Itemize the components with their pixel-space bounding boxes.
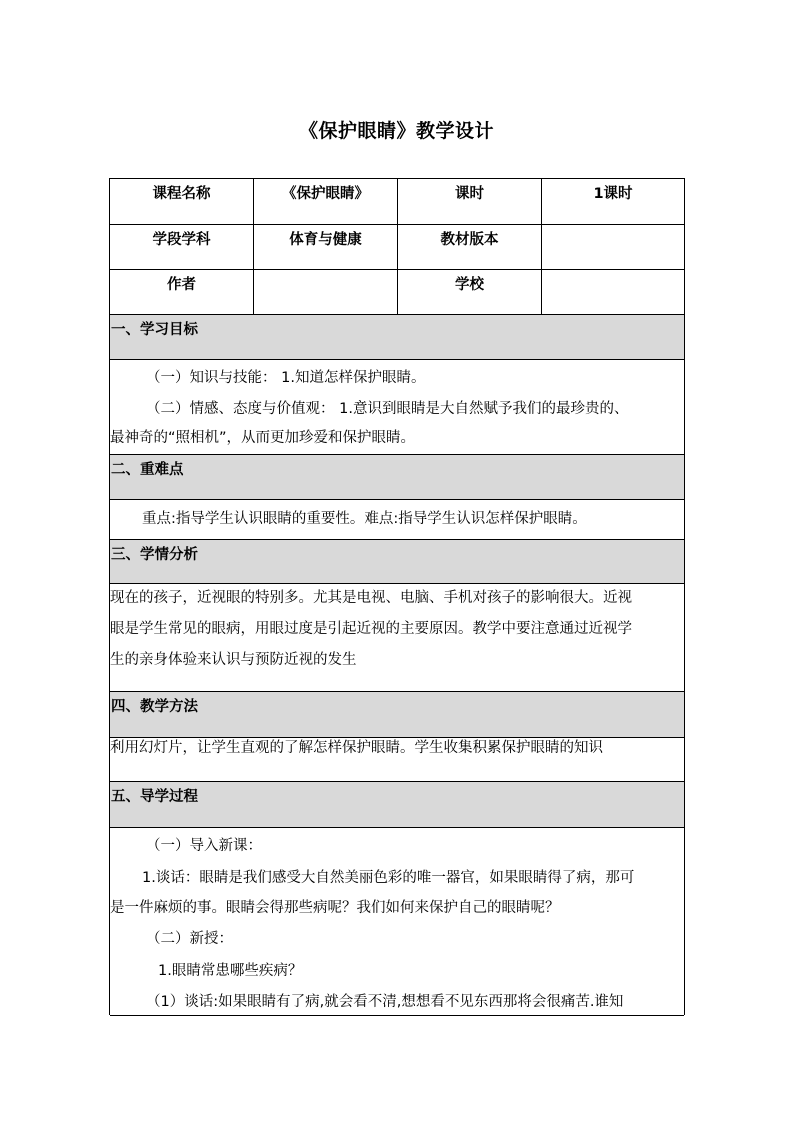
section-heading-process: 五、导学过程 [110, 782, 684, 828]
process-line-1: （一）导入新课： [146, 838, 262, 854]
objectives-line-2: （二）情感、态度与价值观： 1.意识到眼睛是大自然赋予我们的最珍贵的、 [146, 401, 629, 417]
author-value [254, 270, 398, 314]
section-heading-methods: 四、教学方法 [110, 692, 684, 738]
methods-line-1: 利用幻灯片，让学生直观的了解怎样保护眼睛。学生收集积累保护眼睛的知识 [110, 740, 603, 756]
section-heading-objectives: 一、学习目标 [110, 315, 684, 360]
info-row-author [110, 270, 684, 315]
analysis-line-2: 眼是学生常见的眼病，用眼过度是引起近视的主要原因。教学中要注意通过近视学 [110, 621, 632, 637]
author-label: 作者 [110, 270, 254, 314]
process-line-6: （1）谈话:如果眼睛有了病,就会看不清,想想看不见东西那将会很痛苦.谁知 [146, 994, 624, 1010]
textbook-value [542, 225, 684, 269]
objectives-line-3: 最神奇的“照相机”，从而更加珍爱和保护眼睛。 [110, 430, 416, 446]
hours-value: 1课时 [593, 186, 633, 202]
analysis-line-1: 现在的孩子，近视眼的特别多。尤其是电视、电脑、手机对孩子的影响很大。近视 [110, 590, 632, 606]
process-line-3: 是一件麻烦的事。眼睛会得那些病呢？我们如何来保护自己的眼睛呢？ [110, 900, 560, 916]
key-points-line-1: 重点:指导学生认识眼睛的重要性。难点:指导学生认识怎样保护眼睛。 [142, 511, 587, 527]
section-heading-key-points: 二、重难点 [110, 455, 684, 500]
objectives-line-1: （一）知识与技能： 1.知道怎样保护眼睛。 [146, 370, 426, 386]
section-body-process [110, 828, 684, 1016]
process-line-5: 1.眼睛常患哪些疾病？ [158, 963, 303, 979]
process-line-2: 1.谈话：眼睛是我们感受大自然美丽色彩的唯一器官，如果眼睛得了病，那可 [142, 870, 635, 886]
course-name-value: 《保护眼睛》 [254, 179, 398, 224]
subject-label: 学段学科 [110, 225, 254, 269]
hours-label: 课时 [398, 179, 542, 224]
info-row-course [110, 179, 684, 225]
analysis-line-3: 生的亲身体验来认识与预防近视的发生 [110, 652, 357, 668]
page-title: 《保护眼睛》教学设计 [298, 120, 494, 142]
lesson-plan-table [109, 178, 685, 1015]
process-line-4: （二）新授： [146, 931, 233, 947]
section-body-objectives [110, 360, 684, 455]
textbook-label: 教材版本 [398, 225, 542, 269]
school-value [542, 270, 684, 314]
section-body-key-points [110, 500, 684, 540]
section-heading-analysis: 三、学情分析 [110, 540, 684, 584]
section-body-methods [110, 738, 684, 782]
school-label: 学校 [398, 270, 542, 314]
info-row-subject [110, 225, 684, 270]
course-name-label: 课程名称 [110, 179, 254, 224]
section-body-analysis [110, 584, 684, 692]
subject-value: 体育与健康 [254, 225, 398, 269]
